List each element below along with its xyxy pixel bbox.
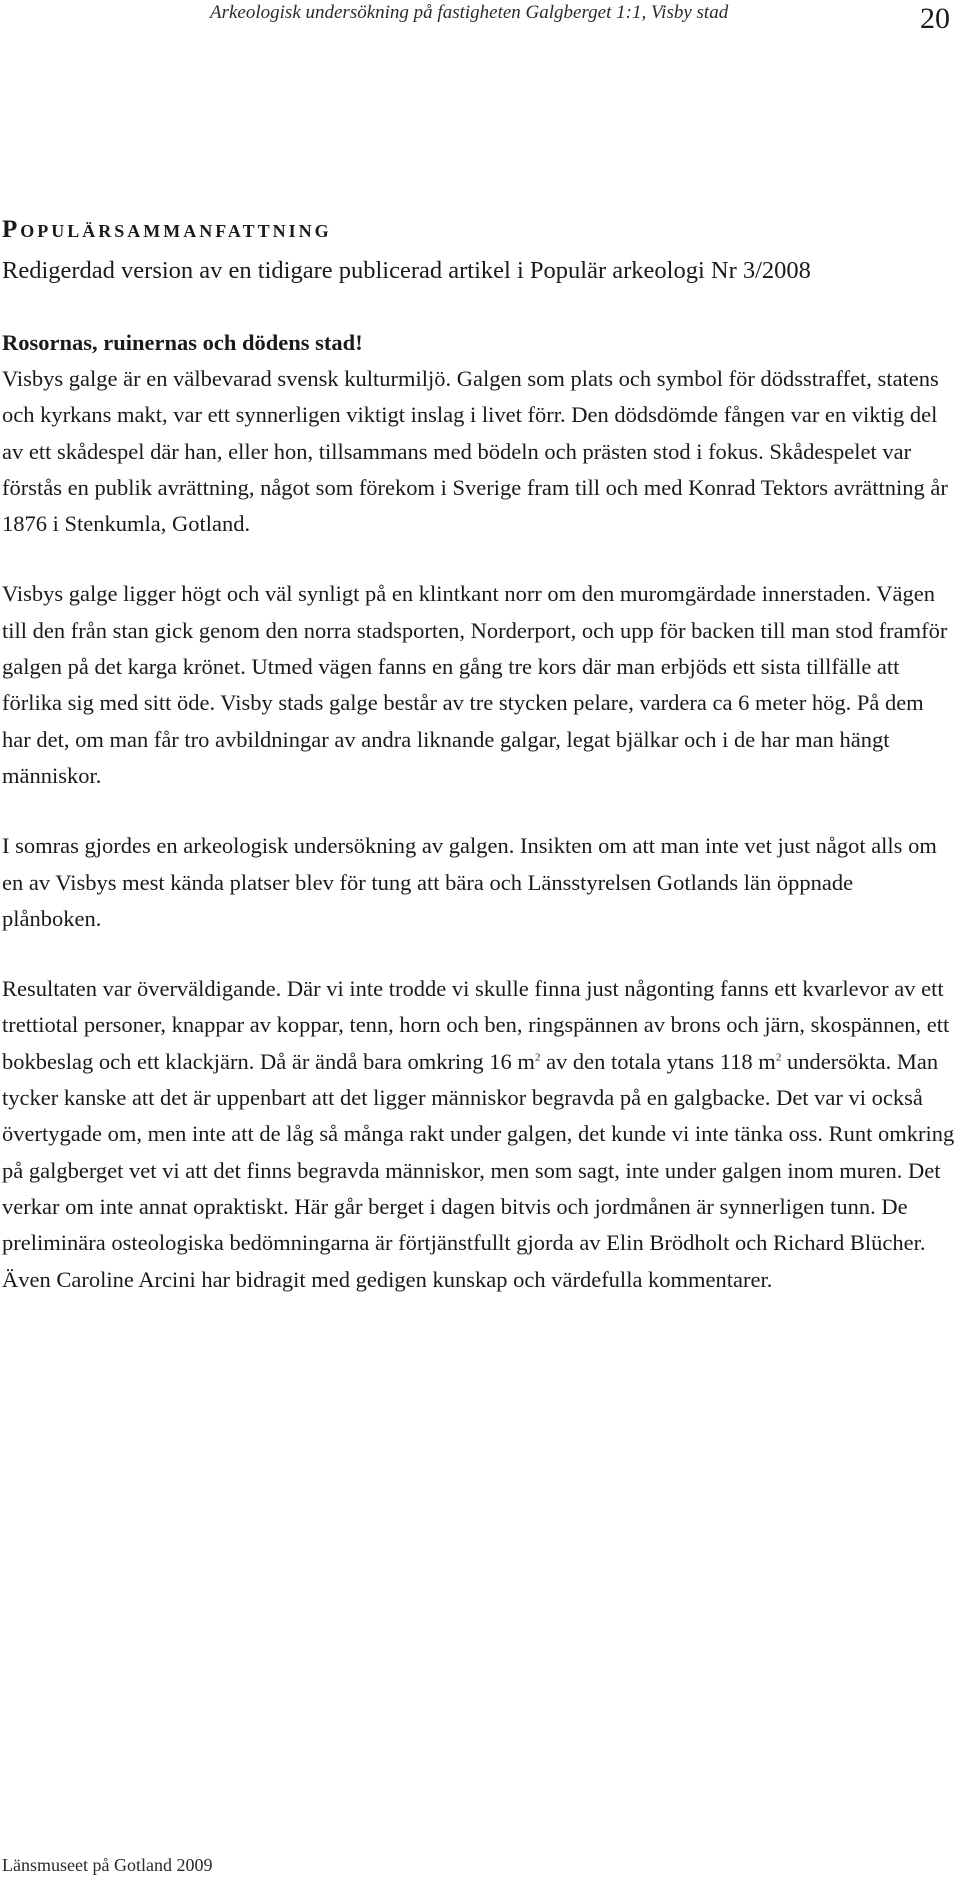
article-title: Rosornas, ruinernas och dödens stad! bbox=[2, 330, 363, 355]
paragraph-3: I somras gjordes en arkeologisk undersökning av galgen. Insikten om att man inte vet just något alls om en av Visbys mest kända platser blev för tung att bära och Länsstyrelsen Gotlands län öppnade plånboken. bbox=[2, 833, 937, 931]
running-header: Arkeologisk undersökning på fastigheten Galgberget 1:1, Visby stad bbox=[210, 2, 729, 23]
paragraph-4 bbox=[2, 971, 957, 1298]
page-footer: Länsmuseet på Gotland 2009 bbox=[2, 1855, 213, 1875]
section-subtitle: Redigerdad version av en tidigare publicerad artikel i Populär arkeologi Nr 3/2008 bbox=[2, 257, 811, 284]
superscript-squared: 2 bbox=[775, 1051, 782, 1064]
paragraph-4-part-a: Resultaten var överväldigande. Där vi inte trodde vi skulle finna just någonting fanns ett kvarlevor av ett trettiotal personer, knappar av koppar, tenn, horn och ben, ringspännen av brons och järn, skospännen, ett bokbeslag och ett klackjärn. Då är ändå bara omkring 16 m bbox=[2, 976, 950, 1074]
section-heading: Populärsammanfattning bbox=[2, 216, 332, 243]
page-number: 20 bbox=[920, 2, 950, 35]
paragraph-4-part-c: undersökta. Man tycker kanske att det är uppenbart att det ligger människor begravda på en galgbacke. Det var vi också övertygade om, men inte att de låg så många rakt under galgen, det kunde vi inte tänka oss. Runt omkring på galgberget vet vi att det finns begravda människor, men som sagt, inte under galgen inom muren. Det verkar om inte annat opraktiskt. Här går berget i dagen bitvis och jordmånen är synnerligen tunn. De preliminära osteologiska bedömningarna är förtjänstfullt gjorda av Elin Brödholt och Richard Blücher. Även Caroline Arcini har bidragit med gedigen kunskap och värdefulla kommentarer. bbox=[2, 1048, 955, 1292]
paragraph-4-part-b: av den totala ytans 118 m bbox=[540, 1048, 776, 1074]
paragraph-intro: Visbys galge är en välbevarad svensk kulturmiljö. Galgen som plats och symbol för dödsstraffet, statens och kyrkans makt, var ett synnerligen viktigt inslag i livet förr. Den dödsdömde fången var en viktig del av ett skådespel där han, eller hon, tillsammans med bödeln och prästen stod i fokus. Skådespelet var förstås en publik avrättning, något som förekom i Sverige fram till och med Konrad Tektors avrättning år 1876 i Stenkumla, Gotland. bbox=[2, 366, 948, 537]
page-content bbox=[2, 212, 957, 1298]
paragraph-2: Visbys galge ligger högt och väl synligt på en klintkant norr om den muromgärdade innerstaden. Vägen till den från stan gick genom den norra stadsporten, Norderport, och upp för backen till man stod framför galgen på det karga krönet. Utmed vägen fanns en gång tre kors där man erbjöds ett sista tillfälle att förlika sig med sitt öde. Visby stads galge består av tre stycken pelare, vardera ca 6 meter hög. På dem har det, om man får tro avbildningar av andra liknande galgar, legat bjälkar och i de har man hängt människor. bbox=[2, 581, 948, 788]
superscript-squared: 2 bbox=[534, 1051, 541, 1064]
